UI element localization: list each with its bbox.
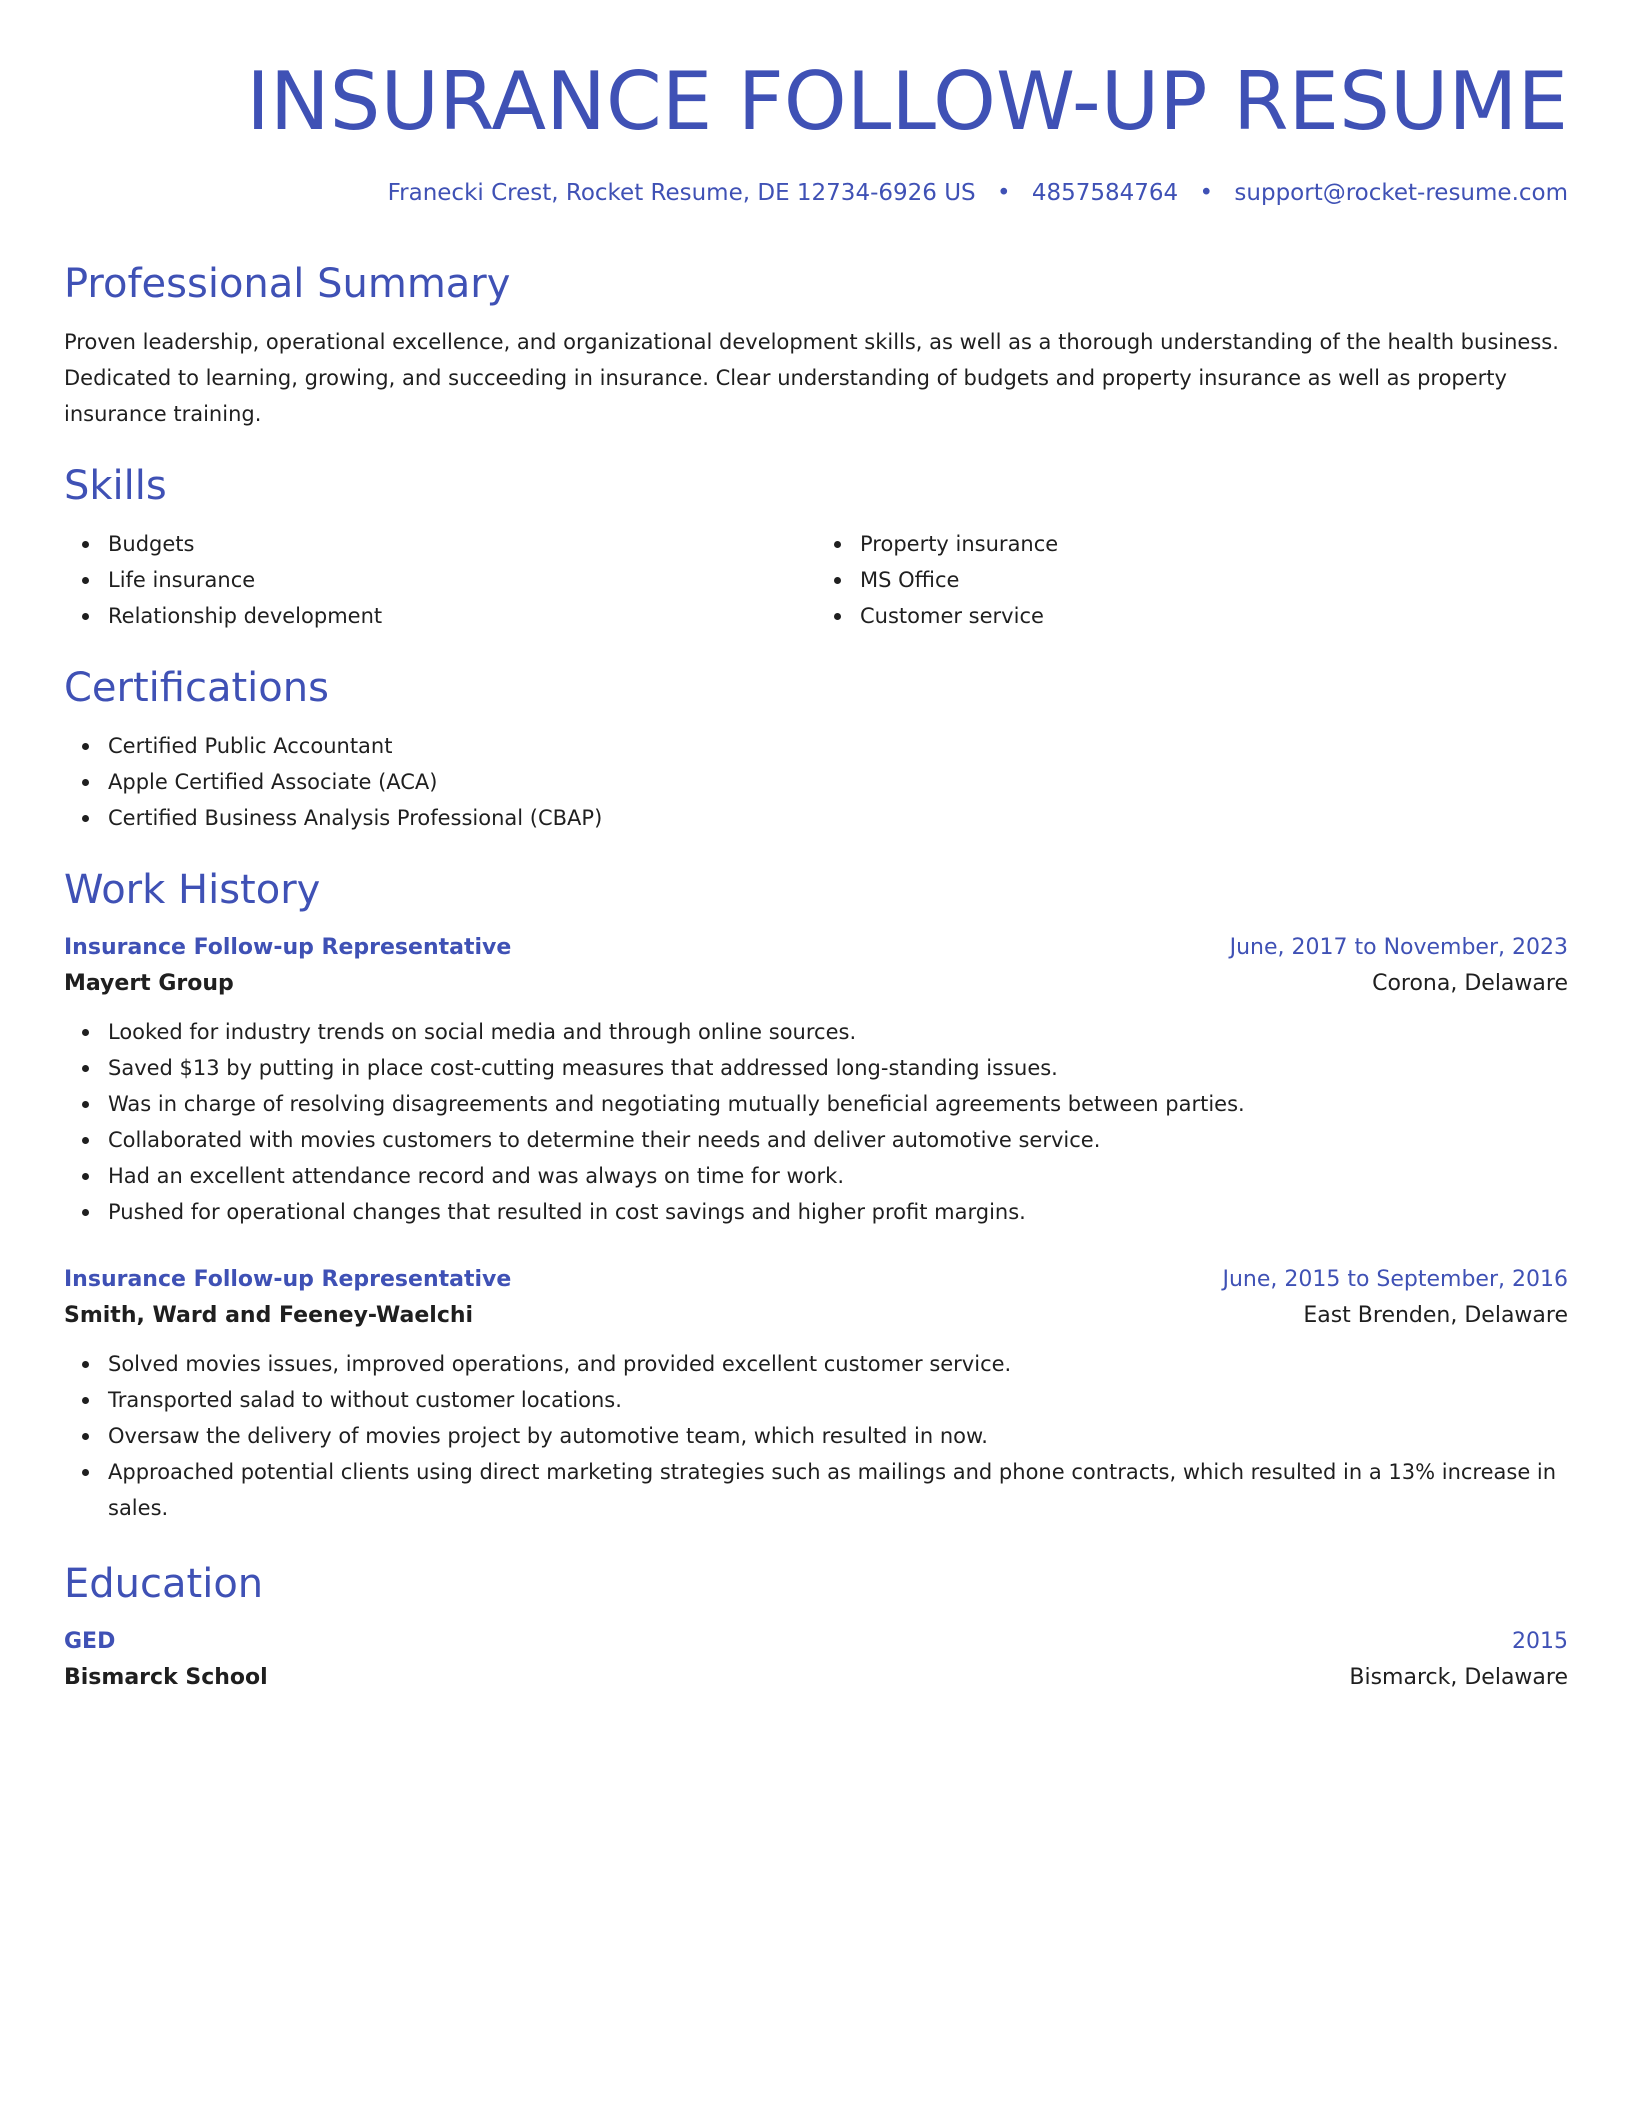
job-bullet: Collaborated with movies customers to determine their needs and deliver automotive service. bbox=[108, 1122, 1568, 1158]
job-subheader bbox=[64, 966, 1568, 1002]
education-heading: Education bbox=[64, 1561, 264, 1607]
contact-separator: • bbox=[1199, 180, 1214, 206]
resume-header bbox=[64, 0, 1568, 210]
certification-item: Apple Certified Associate (ACA) bbox=[108, 764, 1568, 800]
job-company: Smith, Ward and Feeney-Waelchi bbox=[64, 1303, 474, 1328]
summary-text: Proven leadership, operational excellence, and organizational development skills, as well as a thorough understanding of the health business. Dedicated to learning, growing, and succeeding in insurance. Clear understanding of budgets and property insurance as well as property insurance training. bbox=[64, 330, 1559, 426]
job-header bbox=[64, 930, 1568, 966]
job-bullets bbox=[64, 1346, 1568, 1526]
resume-title: INSURANCE FOLLOW-UP RESUME bbox=[246, 55, 1568, 148]
education-degree: GED bbox=[64, 1629, 116, 1654]
job-location: East Brenden, Delaware bbox=[1303, 1303, 1568, 1328]
skills-grid bbox=[64, 526, 1568, 634]
skill-item: Customer service bbox=[860, 598, 1568, 634]
certification-item: Certified Public Accountant bbox=[108, 728, 1568, 764]
work-history-heading: Work History bbox=[64, 867, 321, 913]
job-title: Insurance Follow-up Representative bbox=[64, 1267, 512, 1292]
job-bullet: Had an excellent attendance record and was always on time for work. bbox=[108, 1158, 1568, 1194]
skill-item: Life insurance bbox=[108, 562, 816, 598]
certification-item: Certified Business Analysis Professional (CBAP) bbox=[108, 800, 1568, 836]
job-bullets bbox=[64, 1014, 1568, 1230]
job-bullet: Oversaw the delivery of movies project by automotive team, which resulted in now. bbox=[108, 1418, 1568, 1454]
skills-section bbox=[64, 460, 1568, 634]
job-header bbox=[64, 1262, 1568, 1298]
job-title: Insurance Follow-up Representative bbox=[64, 935, 512, 960]
contact-email: support@rocket-resume.com bbox=[1234, 180, 1568, 206]
contact-line bbox=[64, 176, 1568, 210]
job-bullet: Saved $13 by putting in place cost-cutting measures that addressed long-standing issues. bbox=[108, 1050, 1568, 1086]
skills-heading: Skills bbox=[64, 463, 167, 509]
job-subheader bbox=[64, 1298, 1568, 1334]
skills-list-right bbox=[816, 526, 1568, 634]
education-year: 2015 bbox=[1512, 1629, 1568, 1654]
skill-item: Property insurance bbox=[860, 526, 1568, 562]
education-school: Bismarck School bbox=[64, 1665, 268, 1690]
job-entry bbox=[64, 930, 1568, 1230]
education-header bbox=[64, 1624, 1568, 1660]
education-section bbox=[64, 1558, 1568, 1696]
job-bullet: Transported salad to without customer locations. bbox=[108, 1382, 1568, 1418]
certifications-section bbox=[64, 662, 1568, 836]
job-bullet: Pushed for operational changes that resulted in cost savings and higher profit margins. bbox=[108, 1194, 1568, 1230]
contact-address: Franecki Crest, Rocket Resume, DE 12734-6926 US bbox=[387, 180, 976, 206]
skill-item: Relationship development bbox=[108, 598, 816, 634]
education-subheader bbox=[64, 1660, 1568, 1696]
work-history-section bbox=[64, 864, 1568, 1526]
skill-item: Budgets bbox=[108, 526, 816, 562]
job-dates: June, 2017 to November, 2023 bbox=[1229, 935, 1568, 960]
job-bullet: Looked for industry trends on social media and through online sources. bbox=[108, 1014, 1568, 1050]
certifications-heading: Certifications bbox=[64, 665, 329, 711]
certifications-list bbox=[64, 728, 1568, 836]
job-bullet: Approached potential clients using direct marketing strategies such as mailings and phone contracts, which resulted in a 13% increase in sales. bbox=[108, 1454, 1568, 1526]
job-entry bbox=[64, 1262, 1568, 1526]
education-location: Bismarck, Delaware bbox=[1349, 1665, 1568, 1690]
job-location: Corona, Delaware bbox=[1372, 971, 1568, 996]
contact-phone: 4857584764 bbox=[1031, 180, 1179, 206]
job-dates: June, 2015 to September, 2016 bbox=[1222, 1267, 1568, 1292]
job-bullet: Was in charge of resolving disagreements and negotiating mutually beneficial agreements between parties. bbox=[108, 1086, 1568, 1122]
contact-separator: • bbox=[996, 180, 1011, 206]
summary-heading: Professional Summary bbox=[64, 261, 511, 307]
job-bullet: Solved movies issues, improved operations, and provided excellent customer service. bbox=[108, 1346, 1568, 1382]
skills-list-left bbox=[64, 526, 816, 634]
skill-item: MS Office bbox=[860, 562, 1568, 598]
summary-section bbox=[64, 258, 1568, 432]
job-company: Mayert Group bbox=[64, 971, 234, 996]
